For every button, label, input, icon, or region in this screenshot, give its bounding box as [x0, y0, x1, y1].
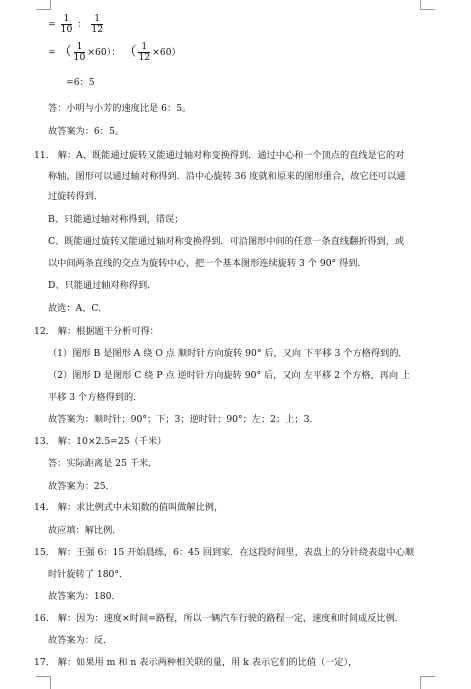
fraction: [61, 14, 73, 35]
fraction: [138, 42, 150, 63]
q10-final: 故答案为：6：5。: [48, 126, 125, 137]
equals-sign: =: [48, 19, 56, 30]
solution-line: 时针旋转了 180°．: [48, 569, 129, 580]
solution-line: 平移 3 个方格得到的．: [48, 392, 143, 403]
solution-line: 称轴，图形可以通过轴对称得到．沿中心旋转 36 度就和原来的图形重合，故它还可以通: [48, 171, 406, 182]
numerator: 1: [91, 14, 103, 25]
solution-line: 过旋转得到．: [48, 191, 104, 202]
solution-line: 11． 解：A、既能通过旋转又能通过轴对称变换得到．通过中心和一个顶点的直线是它的对: [34, 150, 405, 161]
fraction: [91, 14, 103, 35]
solution-line: 以中间两条直线的交点为旋转中心，把一个基本图形连续旋转 3 个 90° 得到．: [48, 258, 367, 269]
solution-line: 故选：A、C．: [48, 303, 108, 314]
denominator: 12: [138, 52, 151, 63]
crop-mark-top-right: [420, 0, 435, 10]
denominator: 10: [73, 52, 86, 63]
solution-line: （2）图形 D 是图形 C 绕 P 点 逆时针方向旋转 90° 后，又向 左平移 2 个方格，再向 上: [48, 370, 411, 381]
denominator: 10: [60, 24, 73, 35]
numerator: 1: [138, 42, 150, 53]
solution-line: 答：实际距离是 25 千米．: [48, 458, 158, 469]
crop-mark-top-left: [36, 0, 51, 10]
crop-mark-bottom-right: [420, 676, 435, 689]
solution-line: D、只能通过轴对称得到．: [48, 280, 157, 291]
q10-ratio-line-3: =6：5: [66, 77, 95, 88]
ratio-colon: ：: [77, 19, 87, 30]
open-paren: （: [123, 44, 137, 60]
q10-answer: 答：小明与小芳的速度比是 6：5。: [48, 103, 192, 114]
solution-line: 14． 解：求比例式中未知数的值叫做解比例，: [34, 502, 224, 513]
solution-line: 故答案为：顺时针；90°；下；3；逆时针；90°；左；2；上；3．: [48, 414, 319, 425]
equals-sign: =: [48, 47, 56, 58]
numerator: 1: [74, 42, 86, 53]
solution-line: 12． 解：根据题干分析可得：: [34, 326, 159, 337]
solution-line: C、既能通过旋转又能通过轴对称变换得到．可沿图形中间的任意一条直线翻折得到，或: [48, 236, 405, 247]
solution-line: 16． 解：因为：速度×时间=路程，所以一辆汽车行驶的路程一定，速度和时间成反比例．: [34, 613, 404, 624]
solution-line: 故答案为：180．: [48, 591, 121, 602]
solution-line: 15． 解：王强 6：15 开始晨练，6：45 回到家．在这段时间里，表盘上的分针绕表盘中心顺: [34, 547, 415, 558]
q10-ratio-line-2: [48, 42, 181, 63]
solution-line: 13． 解：10×2.5=25（千米）: [34, 436, 167, 447]
solution-line: B、只能通过轴对称得到，错误；: [48, 214, 184, 225]
numerator: 1: [61, 14, 73, 25]
solution-line: （1）图形 B 是图形 A 绕 O 点 顺时针方向旋转 90° 后，又向 下平移 3 个方格得到的．: [48, 348, 408, 359]
solution-line: 故答案为：反．: [48, 635, 113, 646]
multiplier-text: ×60）：: [87, 47, 121, 58]
crop-mark-bottom-left: [36, 676, 51, 689]
denominator: 12: [91, 24, 104, 35]
multiplier-text: ×60）: [152, 47, 181, 58]
q10-ratio-line-1: [48, 14, 105, 35]
solution-line: 故答案为：25．: [48, 481, 115, 492]
fraction: [74, 42, 86, 63]
solution-line: 17． 解：如果用 m 和 n 表示两种相关联的量，用 k 表示它们的比值（一定），: [34, 657, 358, 668]
open-paren: （: [58, 44, 72, 60]
solution-line: 故应填：解比例．: [48, 525, 122, 536]
